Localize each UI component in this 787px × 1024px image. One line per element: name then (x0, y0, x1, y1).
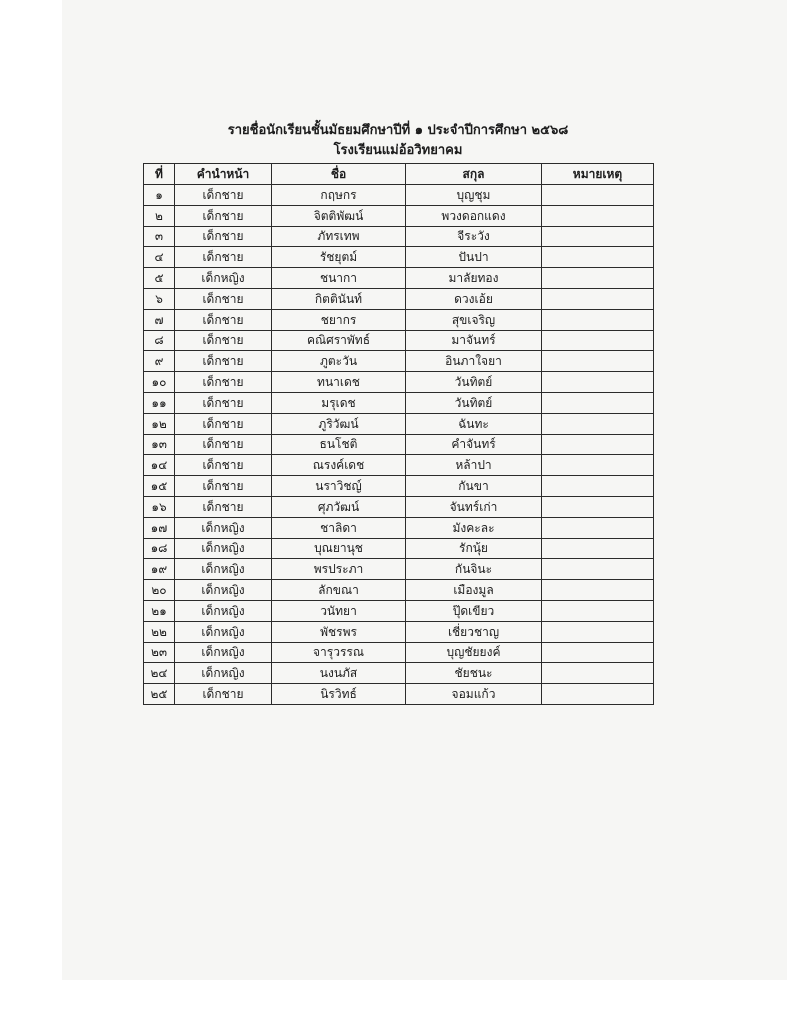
row-number: ๑๕ (144, 476, 175, 497)
last-name-cell: คำจันทร์ (406, 434, 542, 455)
header-last-name: สกุล (406, 164, 542, 185)
prefix-cell: เด็กหญิง (175, 538, 272, 559)
prefix-cell: เด็กชาย (175, 496, 272, 517)
prefix-cell: เด็กหญิง (175, 517, 272, 538)
prefix-cell: เด็กชาย (175, 434, 272, 455)
note-cell (542, 600, 654, 621)
first-name-cell: พัชรพร (272, 621, 406, 642)
row-number: ๒๕ (144, 684, 175, 705)
note-cell (542, 455, 654, 476)
note-cell (542, 496, 654, 517)
note-cell (542, 372, 654, 393)
note-cell (542, 392, 654, 413)
first-name-cell: วนัทยา (272, 600, 406, 621)
last-name-cell: ดวงเอ้ย (406, 288, 542, 309)
prefix-cell: เด็กชาย (175, 247, 272, 268)
row-number: ๑๓ (144, 434, 175, 455)
prefix-cell: เด็กชาย (175, 185, 272, 206)
first-name-cell: ณรงค์เดช (272, 455, 406, 476)
last-name-cell: เมืองมูล (406, 580, 542, 601)
row-number: ๑ (144, 185, 175, 206)
row-number: ๑๙ (144, 559, 175, 580)
header-first-name: ชื่อ (272, 164, 406, 185)
last-name-cell: ปันปา (406, 247, 542, 268)
header-note: หมายเหตุ (542, 164, 654, 185)
first-name-cell: นราวิชญ์ (272, 476, 406, 497)
table-row (144, 621, 654, 642)
table-row (144, 476, 654, 497)
table-row (144, 559, 654, 580)
row-number: ๒๒ (144, 621, 175, 642)
row-number: ๙ (144, 351, 175, 372)
table-row (144, 434, 654, 455)
last-name-cell: มังคะละ (406, 517, 542, 538)
first-name-cell: พรประภา (272, 559, 406, 580)
table-row (144, 663, 654, 684)
first-name-cell: มรุเดช (272, 392, 406, 413)
first-name-cell: ทนาเดช (272, 372, 406, 393)
prefix-cell: เด็กหญิง (175, 559, 272, 580)
last-name-cell: กันขา (406, 476, 542, 497)
row-number: ๗ (144, 309, 175, 330)
note-cell (542, 226, 654, 247)
row-number: ๑๑ (144, 392, 175, 413)
table-row (144, 309, 654, 330)
prefix-cell: เด็กชาย (175, 309, 272, 330)
first-name-cell: จิตติพัฒน์ (272, 205, 406, 226)
table-row (144, 600, 654, 621)
first-name-cell: รัชยุตม์ (272, 247, 406, 268)
student-table (143, 163, 654, 705)
table-row (144, 205, 654, 226)
prefix-cell: เด็กหญิง (175, 600, 272, 621)
note-cell (542, 517, 654, 538)
row-number: ๒๔ (144, 663, 175, 684)
table-row (144, 455, 654, 476)
prefix-cell: เด็กชาย (175, 684, 272, 705)
prefix-cell: เด็กหญิง (175, 642, 272, 663)
row-number: ๕ (144, 268, 175, 289)
first-name-cell: ธนโชติ (272, 434, 406, 455)
first-name-cell: กฤษกร (272, 185, 406, 206)
note-cell (542, 288, 654, 309)
last-name-cell: ปุ๊ดเขียว (406, 600, 542, 621)
table-row (144, 268, 654, 289)
last-name-cell: บุญชุม (406, 185, 542, 206)
table-row (144, 642, 654, 663)
last-name-cell: สุขเจริญ (406, 309, 542, 330)
prefix-cell: เด็กชาย (175, 205, 272, 226)
table-row (144, 538, 654, 559)
row-number: ๑๔ (144, 455, 175, 476)
table-row (144, 496, 654, 517)
prefix-cell: เด็กหญิง (175, 621, 272, 642)
last-name-cell: ชัยชนะ (406, 663, 542, 684)
row-number: ๑๘ (144, 538, 175, 559)
last-name-cell: จอมแก้ว (406, 684, 542, 705)
note-cell (542, 580, 654, 601)
prefix-cell: เด็กหญิง (175, 580, 272, 601)
table-row (144, 580, 654, 601)
last-name-cell: อินภาใจยา (406, 351, 542, 372)
prefix-cell: เด็กชาย (175, 351, 272, 372)
prefix-cell: เด็กชาย (175, 226, 272, 247)
first-name-cell: ภัทรเทพ (272, 226, 406, 247)
note-cell (542, 663, 654, 684)
first-name-cell: ชาลิดา (272, 517, 406, 538)
row-number: ๘ (144, 330, 175, 351)
first-name-cell: ลักขณา (272, 580, 406, 601)
header-number: ที่ (144, 164, 175, 185)
row-number: ๒ (144, 205, 175, 226)
first-name-cell: ชยากร (272, 309, 406, 330)
prefix-cell: เด็กชาย (175, 413, 272, 434)
row-number: ๑๗ (144, 517, 175, 538)
note-cell (542, 476, 654, 497)
note-cell (542, 684, 654, 705)
table-row (144, 351, 654, 372)
last-name-cell: กันจินะ (406, 559, 542, 580)
last-name-cell: มาลัยทอง (406, 268, 542, 289)
last-name-cell: พวงดอกแดง (406, 205, 542, 226)
row-number: ๑๖ (144, 496, 175, 517)
prefix-cell: เด็กหญิง (175, 663, 272, 684)
note-cell (542, 559, 654, 580)
first-name-cell: ภูตะวัน (272, 351, 406, 372)
note-cell (542, 205, 654, 226)
table-row (144, 372, 654, 393)
prefix-cell: เด็กชาย (175, 372, 272, 393)
table-row (144, 413, 654, 434)
prefix-cell: เด็กชาย (175, 392, 272, 413)
note-cell (542, 642, 654, 663)
prefix-cell: เด็กชาย (175, 330, 272, 351)
row-number: ๑๒ (144, 413, 175, 434)
note-cell (542, 309, 654, 330)
school-name: โรงเรียนแม่อ้อวิทยาคม (333, 143, 463, 158)
note-cell (542, 413, 654, 434)
first-name-cell: ภูริวัฒน์ (272, 413, 406, 434)
last-name-cell: จีระวัง (406, 226, 542, 247)
table-row (144, 226, 654, 247)
first-name-cell: กิตตินันท์ (272, 288, 406, 309)
last-name-cell: ฉันทะ (406, 413, 542, 434)
table-header-row (144, 164, 654, 185)
last-name-cell: มาจันทร์ (406, 330, 542, 351)
row-number: ๔ (144, 247, 175, 268)
table-row (144, 392, 654, 413)
last-name-cell: จันทร์เก่า (406, 496, 542, 517)
note-cell (542, 185, 654, 206)
table-row (144, 247, 654, 268)
table-row (144, 185, 654, 206)
header-prefix: คำนำหน้า (175, 164, 272, 185)
prefix-cell: เด็กชาย (175, 455, 272, 476)
row-number: ๒๐ (144, 580, 175, 601)
note-cell (542, 434, 654, 455)
row-number: ๖ (144, 288, 175, 309)
prefix-cell: เด็กชาย (175, 476, 272, 497)
note-cell (542, 621, 654, 642)
row-number: ๓ (144, 226, 175, 247)
first-name-cell: จารุวรรณ (272, 642, 406, 663)
last-name-cell: วันทิตย์ (406, 372, 542, 393)
table-row (144, 684, 654, 705)
table-row (144, 330, 654, 351)
first-name-cell: นงนภัส (272, 663, 406, 684)
note-cell (542, 330, 654, 351)
note-cell (542, 538, 654, 559)
document-title: รายชื่อนักเรียนชั้นมัธยมศึกษาปีที่ ๑ ประจำปีการศึกษา ๒๕๖๘ (227, 123, 569, 138)
first-name-cell: นิรวิทธ์ (272, 684, 406, 705)
row-number: ๑๐ (144, 372, 175, 393)
row-number: ๒๓ (144, 642, 175, 663)
first-name-cell: บุณยานุช (272, 538, 406, 559)
note-cell (542, 351, 654, 372)
table-row (144, 288, 654, 309)
first-name-cell: ชนากา (272, 268, 406, 289)
row-number: ๒๑ (144, 600, 175, 621)
last-name-cell: รักนุ้ย (406, 538, 542, 559)
prefix-cell: เด็กหญิง (175, 268, 272, 289)
note-cell (542, 268, 654, 289)
last-name-cell: เชี่ยวชาญ (406, 621, 542, 642)
first-name-cell: ศุภวัฒน์ (272, 496, 406, 517)
first-name-cell: คณิศราพัทธ์ (272, 330, 406, 351)
last-name-cell: หล้าปา (406, 455, 542, 476)
prefix-cell: เด็กชาย (175, 288, 272, 309)
last-name-cell: บุญชัยยงค์ (406, 642, 542, 663)
last-name-cell: วันทิตย์ (406, 392, 542, 413)
note-cell (542, 247, 654, 268)
table-row (144, 517, 654, 538)
